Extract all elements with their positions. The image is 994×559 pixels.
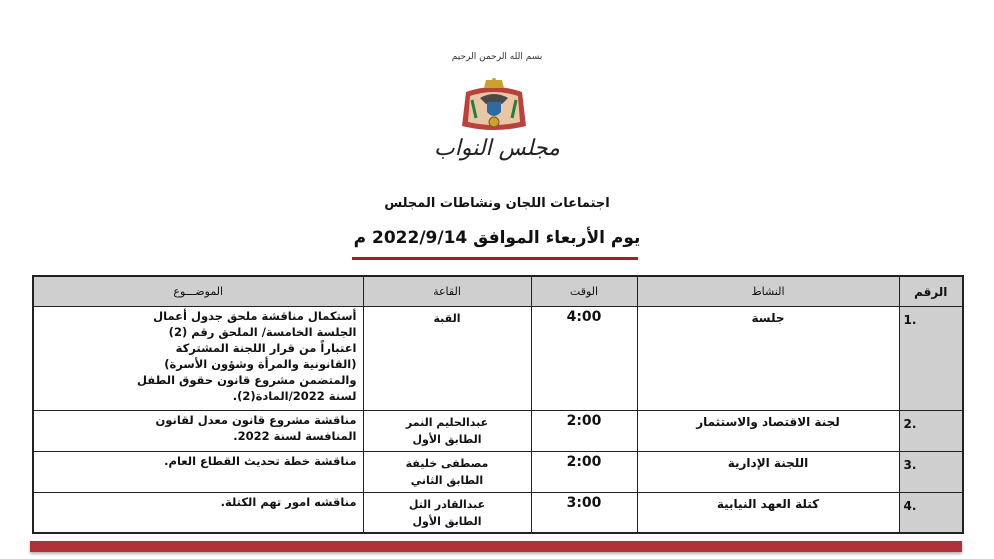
- header-topic: الموضـــوع: [33, 276, 363, 307]
- header-activity: النشاط: [637, 276, 899, 307]
- row-activity: اللجنة الإدارية: [637, 452, 899, 493]
- bottom-red-bar: [30, 541, 962, 552]
- row-activity: كتلة العهد النيابية: [637, 493, 899, 533]
- page-subtitle: اجتماعات اللجان ونشاطات المجلس: [384, 196, 610, 211]
- row-number: 4.: [899, 493, 963, 533]
- header-time: الوقت: [531, 276, 637, 307]
- header-hall: القاعة: [363, 276, 531, 307]
- schedule-table: [32, 275, 964, 534]
- table-header-row: [33, 276, 963, 307]
- row-topic: أستكمال مناقشة ملحق جدول أعمال الجلسة الخامسة/ الملحق رقم (2) اعتباراً من قرار اللجنة المشتركة (القانونية والمرأة وشؤون الأسرة) والمتضمن مشروع قانون حقوق الطفل لسنة 2022/المادة(2).: [33, 307, 363, 411]
- row-number: 3.: [899, 452, 963, 493]
- page-date-title: يوم الأربعاء الموافق 2022/9/14 م: [353, 228, 641, 248]
- coat-of-arms-emblem: [456, 78, 532, 134]
- table-row: [33, 411, 963, 452]
- row-topic: مناقشة مشروع قانون معدل لقانون المنافسة لسنة 2022.: [33, 411, 363, 452]
- table-row: [33, 493, 963, 533]
- row-time: 2:00: [531, 411, 637, 452]
- row-hall: عبدالقادر التل الطابق الأول: [363, 493, 531, 533]
- parliament-logo-text: مجلس النواب: [434, 136, 560, 161]
- row-time: 4:00: [531, 307, 637, 411]
- basmala: بسم الله الرحمن الرحيم: [451, 52, 543, 62]
- row-topic: مناقشه امور تهم الكتلة.: [33, 493, 363, 533]
- row-activity: لجنة الاقتصاد والاستثمار: [637, 411, 899, 452]
- row-number: 2.: [899, 411, 963, 452]
- row-topic: مناقشة خطة تحديث القطاع العام.: [33, 452, 363, 493]
- table-row: [33, 307, 963, 411]
- date-underline: [352, 257, 638, 260]
- row-number: 1.: [899, 307, 963, 411]
- row-time: 3:00: [531, 493, 637, 533]
- row-hall: مصطفى خليفة الطابق الثاني: [363, 452, 531, 493]
- row-activity: جلسة: [637, 307, 899, 411]
- row-hall: القبة: [363, 307, 531, 411]
- row-hall: عبدالحليم النمر الطابق الأول: [363, 411, 531, 452]
- table-row: [33, 452, 963, 493]
- row-time: 2:00: [531, 452, 637, 493]
- header-number: الرقم: [899, 276, 963, 307]
